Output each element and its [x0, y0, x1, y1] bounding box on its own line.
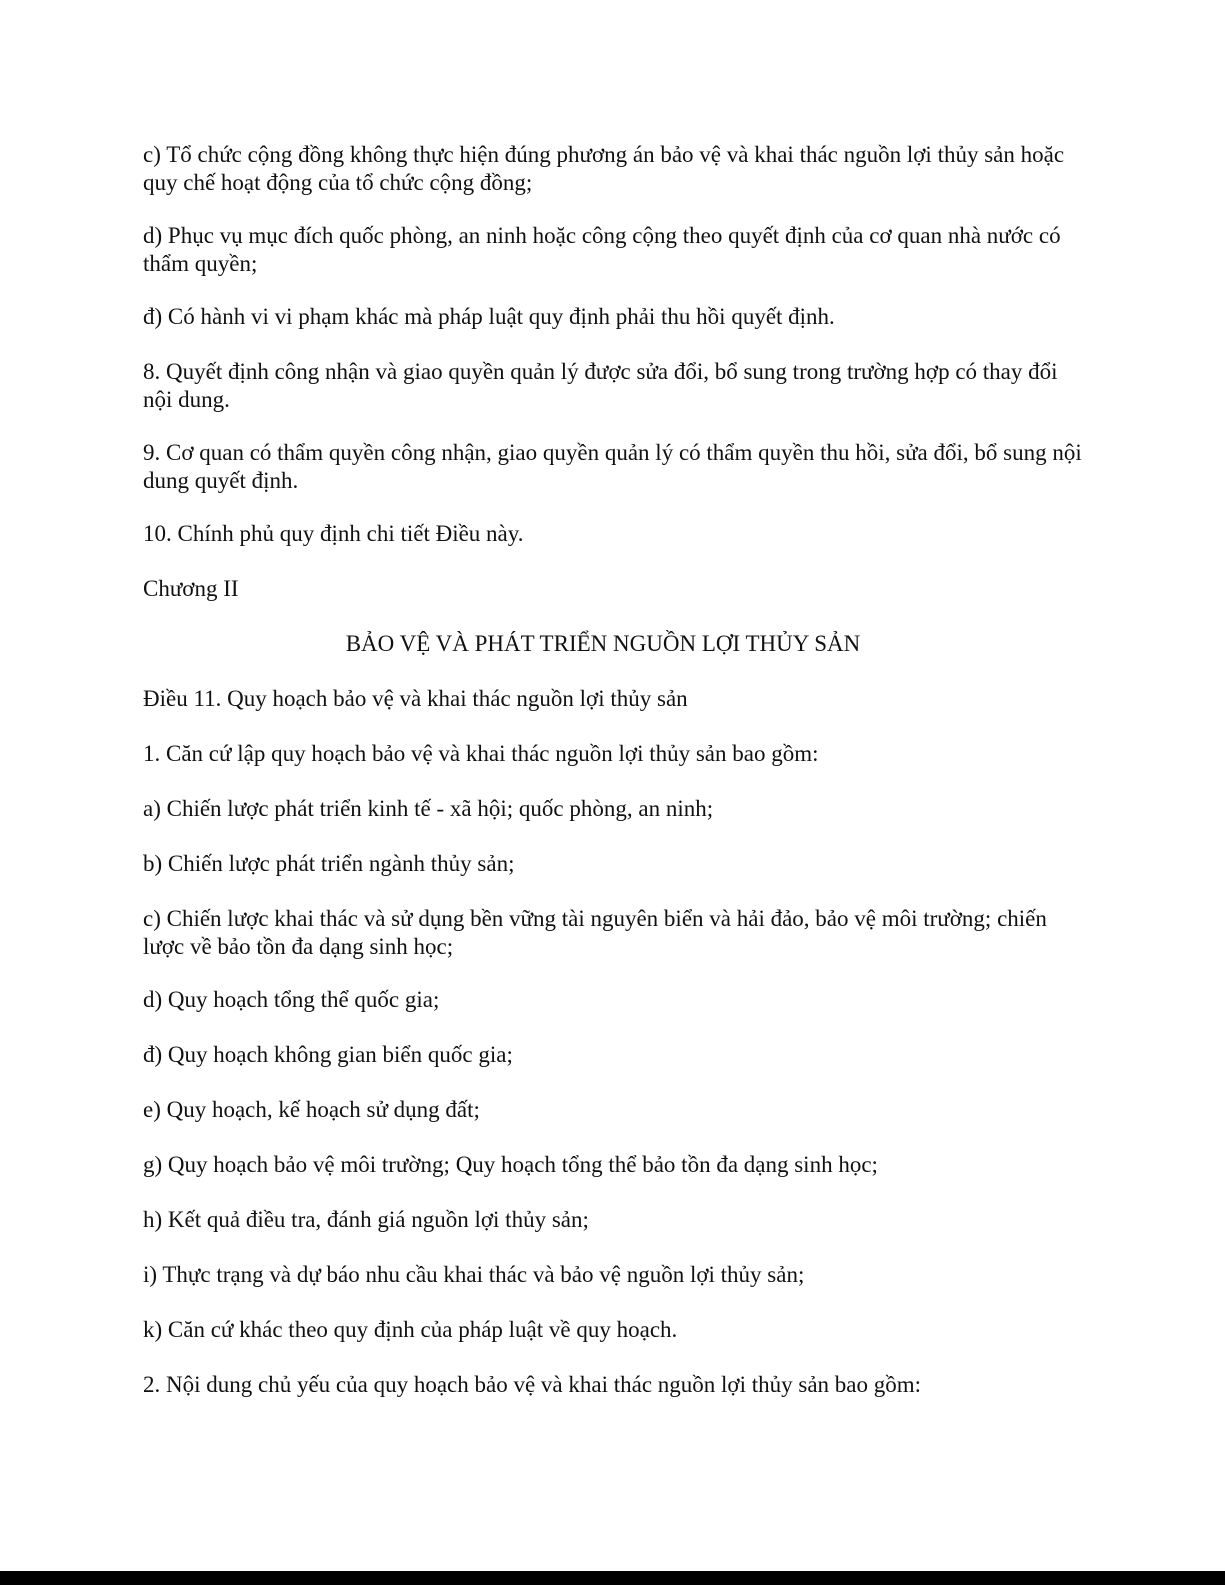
- paragraph-article11-1i: i) Thực trạng và dự báo nhu cầu khai thác và bảo vệ nguồn lợi thủy sản;: [143, 1262, 805, 1287]
- paragraph-article11-1g: g) Quy hoạch bảo vệ môi trường; Quy hoạch tổng thể bảo tồn đa dạng sinh học;: [143, 1152, 878, 1177]
- paragraph-article11-2: 2. Nội dung chủ yếu của quy hoạch bảo vệ và khai thác nguồn lợi thủy sản bao gồm:: [143, 1372, 922, 1397]
- paragraph-clause-8: 8. Quyết định công nhận và giao quyền quản lý được sửa đổi, bổ sung trong trường hợp có thay đổi nội dung.: [143, 359, 1058, 412]
- paragraph-article11-1a: a) Chiến lược phát triển kinh tế - xã hội; quốc phòng, an ninh;: [143, 796, 714, 821]
- paragraph-revocation-dd: đ) Có hành vi vi phạm khác mà pháp luật quy định phải thu hồi quyết định.: [143, 304, 835, 329]
- article-title: Điều 11. Quy hoạch bảo vệ và khai thác nguồn lợi thủy sản: [143, 686, 688, 711]
- chapter-title: BẢO VỆ VÀ PHÁT TRIỂN NGUỒN LỢI THỦY SẢN: [345, 631, 861, 656]
- paragraph-article11-1k: k) Căn cứ khác theo quy định của pháp luật về quy hoạch.: [143, 1317, 678, 1342]
- paragraph-clause-9: 9. Cơ quan có thẩm quyền công nhận, giao quyền quản lý có thẩm quyền thu hồi, sửa đổi, bổ sung nội dung quyết định.: [143, 440, 1082, 493]
- document-page: [143, 141, 1083, 1426]
- page-bottom-border: [0, 1571, 1225, 1585]
- paragraph-article11-1dd: đ) Quy hoạch không gian biển quốc gia;: [143, 1042, 513, 1067]
- paragraph-article11-1c: c) Chiến lược khai thác và sử dụng bền vững tài nguyên biển và hải đảo, bảo vệ môi trường; chiến lược về bảo tồn đa dạng sinh học;: [143, 906, 1047, 959]
- paragraph-article11-1d: d) Quy hoạch tổng thể quốc gia;: [143, 987, 440, 1012]
- paragraph-article11-1: 1. Căn cứ lập quy hoạch bảo vệ và khai thác nguồn lợi thủy sản bao gồm:: [143, 741, 819, 766]
- paragraph-revocation-c: c) Tổ chức cộng đồng không thực hiện đúng phương án bảo vệ và khai thác nguồn lợi thủy sản hoặc quy chế hoạt động của tổ chức cộng đồng;: [143, 142, 1065, 195]
- chapter-label: Chương II: [143, 576, 239, 601]
- paragraph-article11-1h: h) Kết quả điều tra, đánh giá nguồn lợi thủy sản;: [143, 1207, 589, 1232]
- paragraph-clause-10: 10. Chính phủ quy định chi tiết Điều này.: [143, 521, 524, 546]
- paragraph-article11-1b: b) Chiến lược phát triển ngành thủy sản;: [143, 851, 515, 876]
- paragraph-revocation-d: d) Phục vụ mục đích quốc phòng, an ninh hoặc công cộng theo quyết định của cơ quan nhà nước có thẩm quyền;: [143, 223, 1061, 276]
- paragraph-article11-1e: e) Quy hoạch, kế hoạch sử dụng đất;: [143, 1097, 480, 1122]
